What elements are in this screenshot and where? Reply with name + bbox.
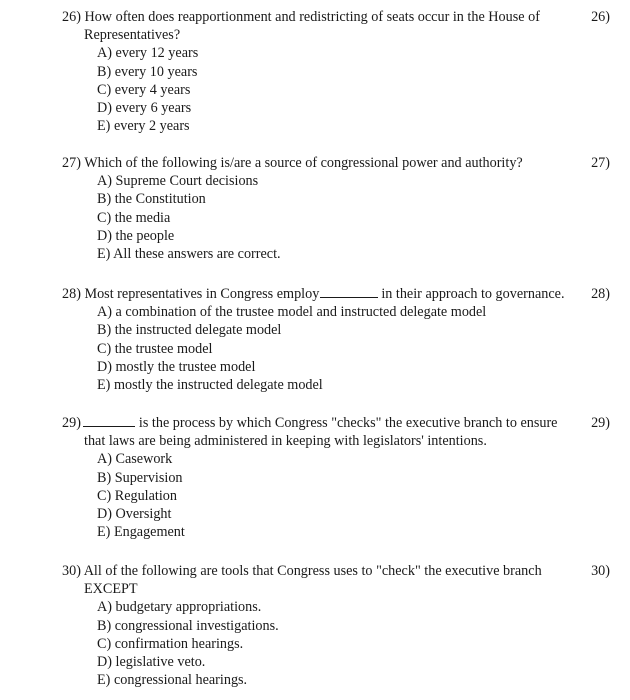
question-text-line-1: How often does reapportionment and redistricting of seats occur in the House of: [84, 9, 540, 25]
option-a[interactable]: A) every 12 years: [97, 45, 199, 62]
option-e[interactable]: E) every 2 years: [97, 118, 190, 135]
question-number: 27): [62, 155, 81, 171]
question-stem: [62, 8, 582, 26]
question-28: [62, 285, 582, 394]
option-b[interactable]: B) the Constitution: [97, 191, 206, 208]
option-d[interactable]: D) every 6 years: [97, 99, 192, 116]
question-number: 28): [62, 286, 81, 302]
option-b[interactable]: B) the instructed delegate model: [97, 322, 282, 339]
fill-in-blank: [83, 414, 135, 427]
option-b[interactable]: B) Supervision: [97, 469, 183, 486]
answer-slot-number-30: 30): [591, 563, 610, 579]
question-text-line-1: All of the following are tools that Congress uses to "check" the executive branch: [83, 563, 542, 579]
option-b[interactable]: B) every 10 years: [97, 63, 198, 80]
answer-slot-number-27: 27): [591, 155, 610, 171]
option-a[interactable]: A) Casework: [97, 451, 173, 468]
option-e[interactable]: E) Engagement: [97, 524, 185, 541]
question-text-line-2: EXCEPT: [84, 581, 138, 598]
option-c[interactable]: C) Regulation: [97, 487, 177, 504]
question-number: 29): [62, 415, 81, 431]
question-29: [62, 414, 582, 541]
question-27: [62, 154, 582, 263]
fill-in-blank: [320, 285, 378, 298]
option-b[interactable]: B) congressional investigations.: [97, 617, 279, 634]
answer-slot-number-26: 26): [591, 9, 610, 25]
question-text-line-2: that laws are being administered in keeping with legislators' intentions.: [84, 433, 487, 450]
option-e[interactable]: E) mostly the instructed delegate model: [97, 376, 323, 393]
question-stem: [62, 285, 582, 303]
question-text-after-blank: is the process by which Congress "checks" the executive branch to ensure: [138, 415, 558, 431]
question-26: [62, 8, 582, 135]
option-c[interactable]: C) every 4 years: [97, 81, 191, 98]
answer-slot-number-28: 28): [591, 286, 610, 302]
option-d[interactable]: D) mostly the trustee model: [97, 358, 256, 375]
option-d[interactable]: D) Oversight: [97, 505, 172, 522]
option-e[interactable]: E) congressional hearings.: [97, 672, 248, 689]
question-number: 26): [62, 9, 81, 25]
question-stem: [62, 414, 582, 432]
question-text-after-blank: in their approach to governance.: [381, 286, 565, 302]
question-30: [62, 562, 582, 689]
question-text-before-blank: Most representatives in Congress employ: [84, 286, 320, 302]
option-d[interactable]: D) legislative veto.: [97, 653, 206, 670]
option-a[interactable]: A) a combination of the trustee model and instructed delegate model: [97, 304, 487, 321]
option-a[interactable]: A) Supreme Court decisions: [97, 173, 259, 190]
option-c[interactable]: C) confirmation hearings.: [97, 635, 244, 652]
question-number: 30): [62, 563, 81, 579]
option-c[interactable]: C) the trustee model: [97, 340, 213, 357]
question-text-line-2: Representatives?: [84, 27, 181, 44]
option-a[interactable]: A) budgetary appropriations.: [97, 599, 262, 616]
option-e[interactable]: E) All these answers are correct.: [97, 245, 281, 262]
option-d[interactable]: D) the people: [97, 227, 175, 244]
question-text-line-1: Which of the following is/are a source of congressional power and authority?: [84, 155, 523, 171]
question-stem: [62, 154, 582, 172]
answer-slot-number-29: 29): [591, 415, 610, 431]
question-stem: [62, 562, 582, 580]
option-c[interactable]: C) the media: [97, 209, 171, 226]
